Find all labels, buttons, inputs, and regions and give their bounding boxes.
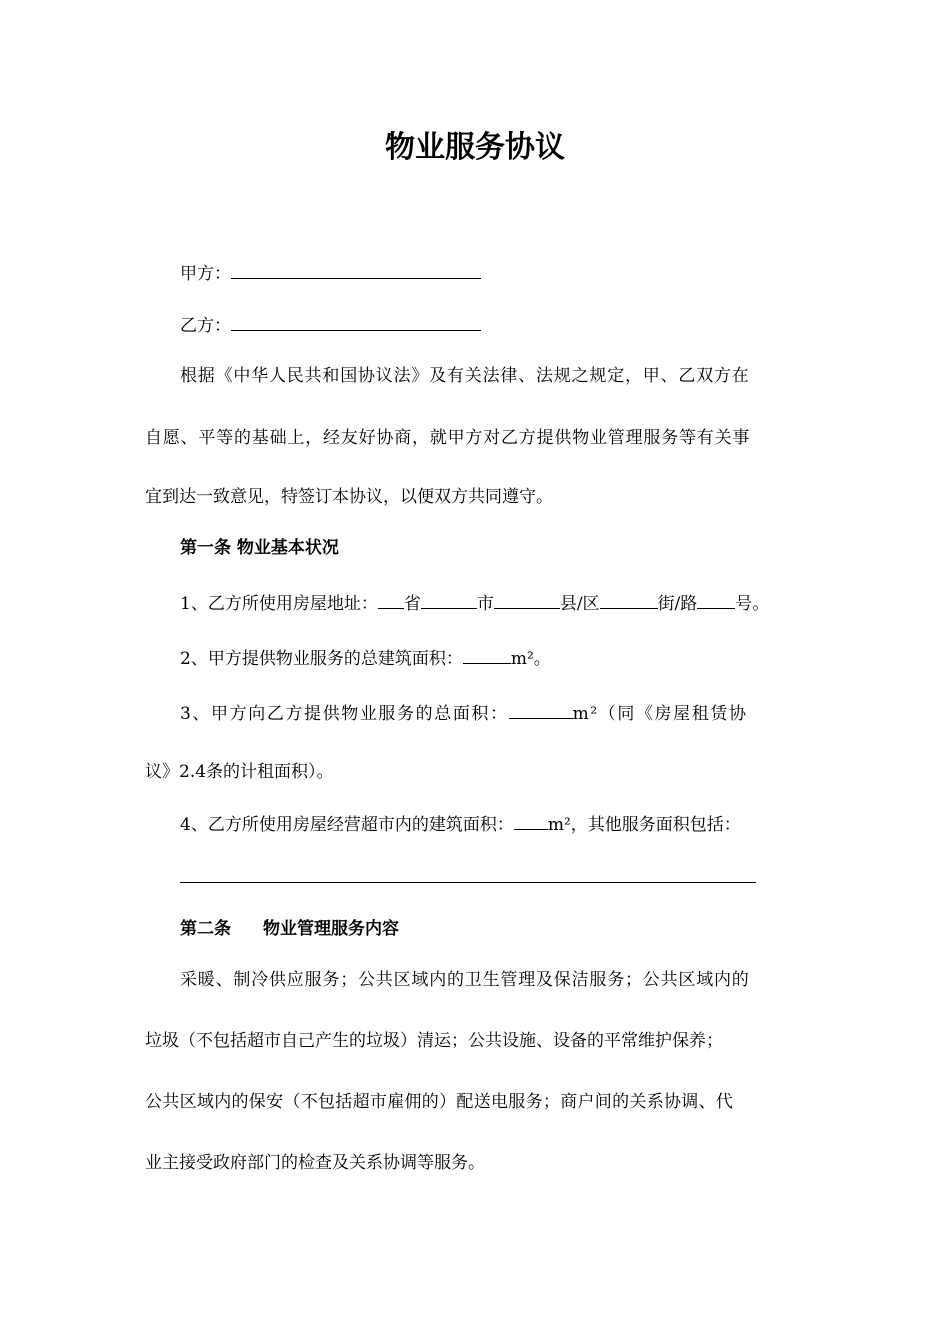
party-b-blank[interactable] — [231, 314, 481, 331]
supermarket-area-unit: m²，其他服务面积包括： — [547, 815, 741, 835]
article-1-item-4 — [180, 813, 741, 836]
article-2-body-line-2: 垃圾（不包括超市自己产生的垃圾）清运；公共设施、设备的平常维护保养； — [145, 1031, 723, 1051]
article-1-item-3-line-1 — [180, 702, 748, 725]
supermarket-area-blank[interactable] — [514, 813, 548, 830]
number-blank[interactable] — [697, 592, 735, 609]
article-2-body-line-4: 业主接受政府部门的检查及关系协调等服务。 — [145, 1153, 485, 1173]
county-label: 县/区 — [559, 594, 600, 614]
article-2-number: 第二条 — [180, 919, 231, 939]
party-a-blank[interactable] — [231, 262, 481, 279]
party-b-line — [180, 314, 481, 337]
total-area-unit: m²。 — [510, 649, 551, 669]
street-label: 街/路 — [657, 594, 698, 614]
service-area-unit: m²（同《房屋租赁协 — [572, 704, 748, 724]
article-2-title: 物业管理服务内容 — [263, 919, 399, 939]
article-1-item-2 — [180, 647, 551, 670]
article-2-body-line-3: 公共区域内的保安（不包括超市雇佣的）配送电服务；商户间的关系协调、代 — [145, 1092, 734, 1112]
article-1-heading: 第一条 物业基本状况 — [180, 538, 339, 558]
total-area-label: 2、甲方提供物业服务的总建筑面积： — [180, 649, 463, 669]
intro-line-3: 宜到达一致意见，特签订本协议，以便双方共同遵守。 — [145, 487, 553, 507]
party-a-line — [180, 262, 481, 285]
city-label: 市 — [476, 594, 494, 614]
county-blank[interactable] — [494, 592, 560, 609]
supermarket-area-label: 4、乙方所使用房屋经营超市内的建筑面积： — [180, 815, 514, 835]
article-1-item-1 — [180, 592, 769, 615]
intro-line-1: 根据《中华人民共和国协议法》及有关法律、法规之规定，甲、乙双方在 — [180, 366, 750, 386]
number-label: 号。 — [735, 594, 770, 614]
intro-line-2: 自愿、平等的基础上，经友好协商，就甲方对乙方提供物业管理服务等有关事 — [145, 428, 751, 448]
article-2-body-line-1: 采暖、制冷供应服务；公共区域内的卫生管理及保洁服务；公共区域内的 — [180, 970, 750, 990]
service-area-label: 3、甲方向乙方提供物业服务的总面积： — [180, 704, 509, 724]
document-title: 物业服务协议 — [385, 130, 565, 165]
province-blank[interactable] — [378, 592, 404, 609]
other-area-blank-line[interactable] — [180, 882, 756, 883]
service-area-blank[interactable] — [509, 702, 573, 719]
party-b-label: 乙方： — [180, 316, 231, 336]
address-label: 1、乙方所使用房屋地址： — [180, 594, 378, 614]
party-a-label: 甲方： — [180, 264, 231, 284]
street-blank[interactable] — [600, 592, 658, 609]
article-2-heading — [180, 918, 399, 940]
total-area-blank[interactable] — [463, 647, 511, 664]
article-1-item-3-line-2: 议》2.4条的计租面积）。 — [145, 762, 334, 782]
city-blank[interactable] — [421, 592, 477, 609]
province-label: 省 — [403, 594, 421, 614]
